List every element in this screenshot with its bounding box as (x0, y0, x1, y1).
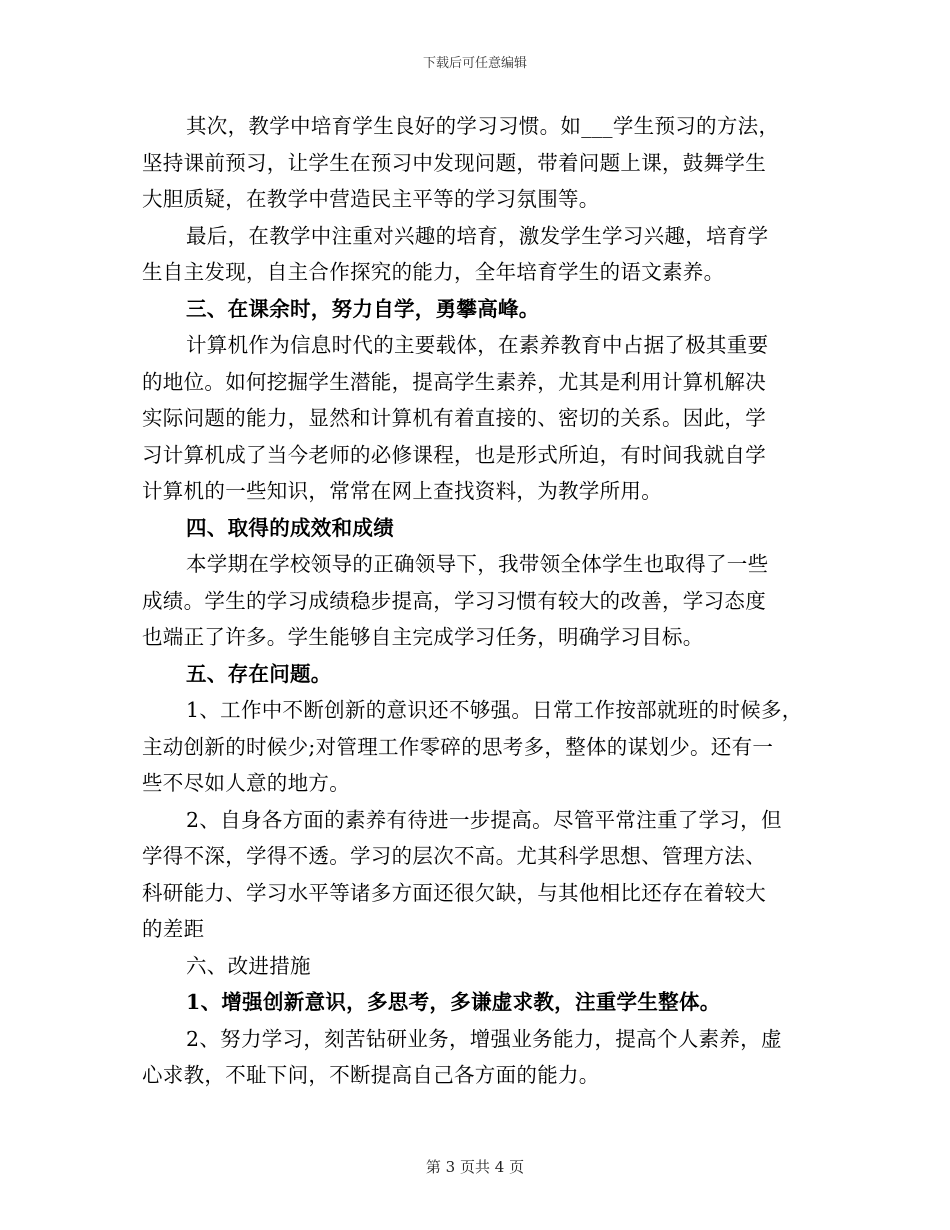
text-line: 心求教，不耻下问，不断提高自己各方面的能力。 (142, 1063, 600, 1087)
page-footer: 第 3 页共 4 页 (425, 1158, 525, 1176)
text-line: 其次，教学中培育学生良好的学习习惯。如___学生预习的方法， (186, 114, 780, 138)
document-body (142, 108, 814, 1094)
section-heading-line: 四、取得的成效和成绩 (186, 515, 394, 540)
section-heading-line: 三、在课余时，努力自学，勇攀高峰。 (186, 296, 540, 321)
text-line: 2、努力学习，刻苦钻研业务，增强业务能力，提高个人素养，虚 (186, 1026, 782, 1051)
text-line: 1、工作中不断创新的意识还不够强。日常工作按部就班的时候多， (186, 698, 803, 722)
text-line: 计算机作为信息时代的主要载体，在素养教育中占据了极其重要 (186, 333, 769, 357)
section-heading-line: 五、存在问题。 (186, 661, 332, 686)
section-heading-line: 1、增强创新意识，多思考，多谦虚求教，注重学生整体。 (186, 990, 721, 1014)
text-line: 本学期在学校领导的正确领导下，我带领全体学生也取得了一些 (186, 552, 769, 576)
text-line: 最后，在教学中注重对兴趣的培育，激发学生学习兴趣，培育学 (186, 223, 769, 248)
text-line: 的差距 (142, 917, 205, 941)
text-line: 学得不深，学得不透。学习的层次不高。尤其科学思想、管理方法、 (142, 844, 766, 868)
text-line: 计算机的一些知识，常常在网上查找资料，为教学所用。 (142, 479, 662, 503)
text-line: 2、自身各方面的素养有待进一步提高。尽管平常注重了学习，但 (186, 807, 782, 832)
text-line: 成绩。学生的学习成绩稳步提高，学习习惯有较大的改善，学习态度 (142, 588, 766, 613)
text-line: 科研能力、学习水平等诸多方面还很欠缺，与其他相比还存在着较大 (142, 880, 766, 905)
text-line: 习计算机成了当今老师的必修课程，也是形式所迫，有时间我就自学 (142, 442, 766, 467)
text-line: 六、改进措施 (186, 953, 311, 978)
text-line: 大胆质疑，在教学中营造民主平等的学习氛围等。 (142, 187, 600, 211)
text-line: 的地位。如何挖掘学生潜能，提高学生素养，尤其是利用计算机解决 (142, 369, 766, 394)
text-line: 些不尽如人意的地方。 (142, 771, 350, 795)
text-line: 生自主发现，自主合作探究的能力，全年培育学生的语文素养。 (142, 260, 725, 284)
page-header: 下载后可任意编辑 (422, 56, 527, 71)
text-line: 实际问题的能力，显然和计算机有着直接的、密切的关系。因此，学 (142, 406, 766, 430)
text-line: 也端正了许多。学生能够自主完成学习任务，明确学习目标。 (142, 625, 704, 649)
text-line: 主动创新的时候少;对管理工作零碎的思考多，整体的谋划少。还有一 (142, 734, 774, 759)
text-line: 坚持课前预习，让学生在预习中发现问题，带着问题上课，鼓舞学生 (142, 150, 766, 175)
